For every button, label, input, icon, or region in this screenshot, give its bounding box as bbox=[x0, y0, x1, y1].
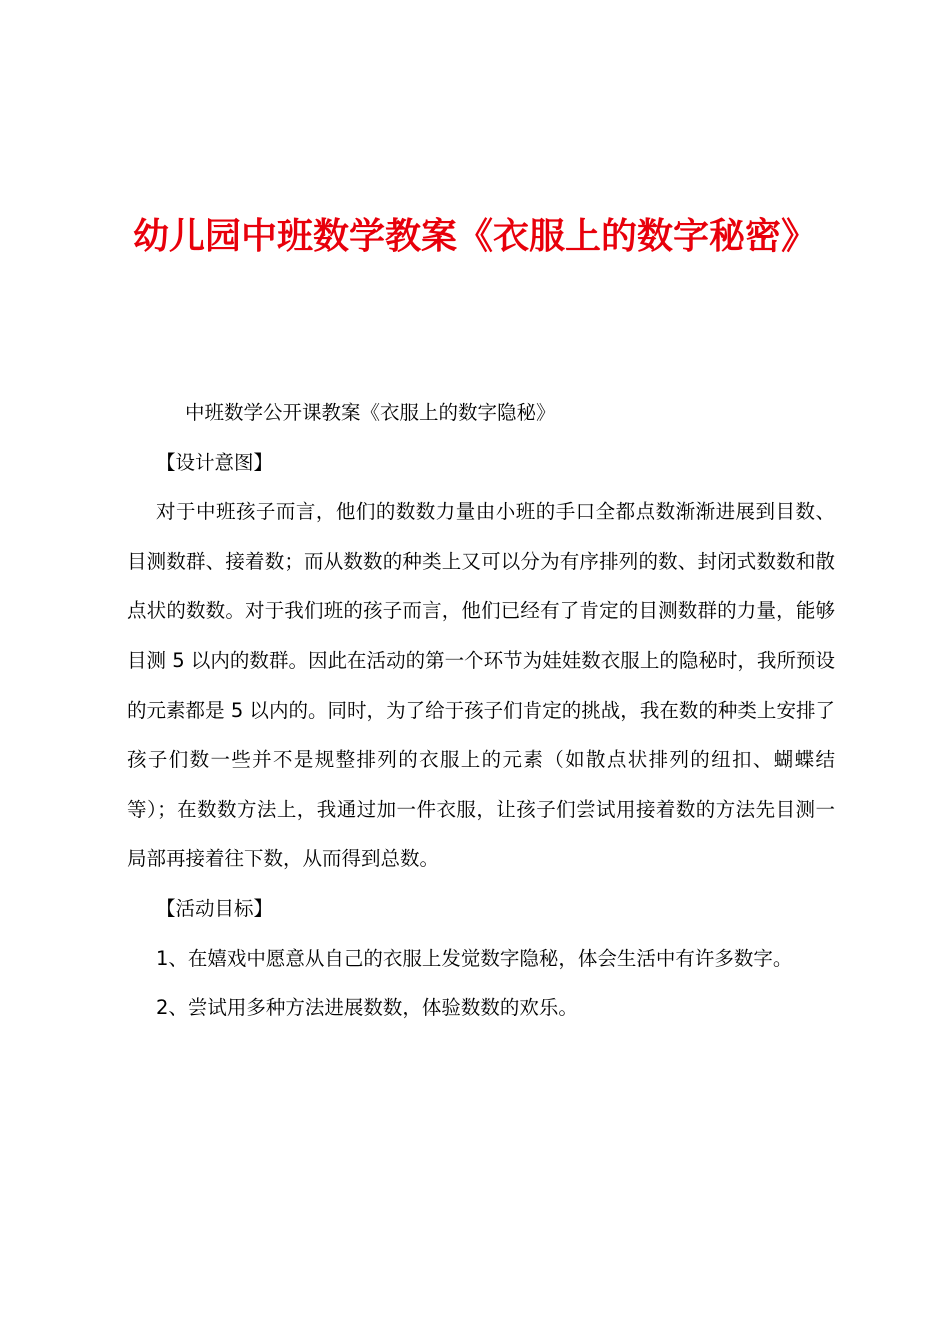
document-title: 幼儿园中班数学教案《衣服上的数字秘密》 bbox=[132, 215, 817, 257]
activity-goal-1: 1、在嬉戏中愿意从自己的衣服上发觉数字隐秘，体会生活中有许多数字。 bbox=[156, 946, 793, 970]
design-intent-heading: 【设计意图】 bbox=[156, 450, 274, 474]
activity-goals-heading: 【活动目标】 bbox=[156, 896, 274, 920]
design-intent-paragraph: 对于中班孩子而言，他们的数数力量由小班的手口全都点数渐渐进展到目数、目测数群、接着数；而从数数的种类上又可以分为有序排列的数、封闭式数数和散点状的数数。对于我们班的孩子而言，他们已经有了肯定的目测数群的力量，能够目测 5 以内的数群。因此在活动的第一个环节为娃娃数衣服上的隐秘时，我所预设的元素都是 5 以内的。同时，为了给于孩子们肯定的挑战，我在数的种类上安排了孩子们数一些并不是规整排列的衣服上的元素（如散点状排列的纽扣、蝴蝶结等）；在数数方法上，我通过加一件衣服，让孩子们尝试用接着数的方法先目测一局部再接着往下数，从而得到总数。 bbox=[127, 500, 835, 871]
document-body bbox=[127, 388, 835, 1033]
activity-goal-2: 2、尝试用多种方法进展数数，体验数数的欢乐。 bbox=[156, 996, 578, 1020]
lesson-subtitle: 中班数学公开课教案《衣服上的数字隐秘》 bbox=[185, 401, 556, 424]
